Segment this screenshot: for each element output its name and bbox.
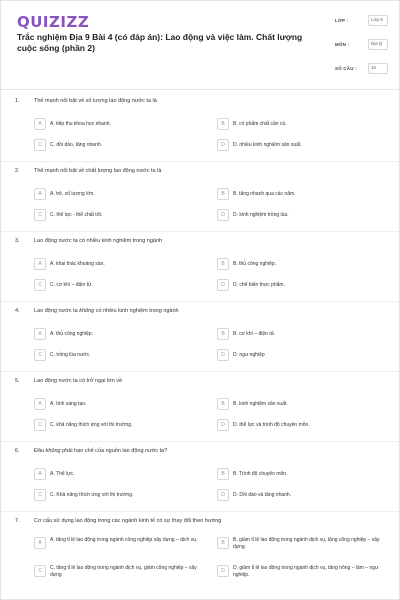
option-letter-box: B — [217, 118, 229, 130]
option-letter-box: D — [217, 565, 229, 577]
meta-label: LỚP : — [335, 18, 349, 23]
option-letter-box: A — [34, 118, 46, 130]
question-text: Thế mạnh nổi bật về số lượng lao động nước ta là — [34, 98, 157, 104]
option-text: B. kinh nghiệm sản xuất. — [233, 400, 288, 407]
question-number: 2. — [15, 168, 20, 174]
option-text: A. tính sáng tạo. — [50, 400, 87, 407]
option-letter-box: C — [34, 565, 46, 577]
question-separator — [1, 301, 400, 302]
option-letter-box: D — [217, 419, 229, 431]
option-letter-box: A — [34, 328, 46, 340]
option-text: B. giảm tỉ lệ lao động trong ngành dịch vụ, tăng công nghiệp – xây dựng. — [233, 537, 380, 550]
option-letter-box: C — [34, 349, 46, 361]
option-text: C. cơ khí – điện tử. — [50, 281, 93, 288]
option-text: A. trẻ, số lượng lớn. — [50, 190, 95, 197]
option-letter-box: D — [217, 209, 229, 221]
option-text: A. Thể lực. — [50, 470, 75, 477]
option-text: C. trồng lúa nước. — [50, 351, 91, 358]
option-letter-box: A — [34, 188, 46, 200]
option-letter-box: A — [34, 468, 46, 480]
worksheet-header — [1, 1, 400, 87]
meta-label: SỐ CÂU : — [335, 66, 357, 71]
option-text: D. chế biến thực phẩm. — [233, 281, 285, 288]
option-letter-box: D — [217, 139, 229, 151]
option-text: D. Dồi dào và tăng nhanh. — [233, 491, 292, 498]
option-text: D. nhiều kinh nghiệm sản xuất. — [233, 141, 302, 148]
option-text: A. khai thác khoáng sản. — [50, 260, 105, 267]
option-text: B. có phẩm chất cần cù. — [233, 120, 287, 127]
option-letter-box: A — [34, 258, 46, 270]
option-text: B. Trình độ chuyên môn. — [233, 470, 288, 477]
question-separator — [1, 231, 400, 232]
question-text: Đâu không phải hạn chế của nguồn lao động nước ta? — [34, 448, 168, 454]
emphasis-text: không — [79, 308, 95, 314]
meta-label: MÔN : — [335, 42, 350, 47]
question-number: 5. — [15, 378, 20, 384]
worksheet-title: Trắc nghiệm Địa 9 Bài 4 (có đáp án): Lao động và việc làm. Chất lượng cuộc sống (phần 2) — [17, 32, 303, 53]
option-text: C. khả năng thích ứng với thị trường. — [50, 421, 133, 428]
option-text: D. giảm tỉ lệ lao động trong ngành dịch vụ, tăng nông – lâm – ngư nghiệp. — [233, 565, 379, 578]
option-text: B. thủ công nghiệp. — [233, 260, 277, 267]
question-number: 6. — [15, 448, 20, 454]
meta-count-field[interactable]: 16 — [368, 63, 388, 74]
option-text: B. tăng nhanh qua các năm. — [233, 190, 296, 197]
option-letter-box: C — [34, 419, 46, 431]
option-letter-box: B — [217, 537, 229, 549]
option-letter-box: B — [217, 258, 229, 270]
option-letter-box: B — [217, 188, 229, 200]
option-letter-box: D — [217, 349, 229, 361]
meta-subject-row — [335, 39, 389, 63]
question-number: 3. — [15, 238, 20, 244]
meta-count-row — [335, 63, 389, 87]
option-text: A. tăng tỉ lệ lao động trong ngành công nghiệp xây dựng – dịch vụ. — [50, 537, 198, 543]
meta-class-row — [335, 15, 389, 39]
question-separator — [1, 371, 400, 372]
meta-subject-field[interactable]: Địa lý — [368, 39, 388, 50]
option-text: C. Khả năng thích ứng với thị trường. — [50, 491, 134, 498]
option-text: A. thủ công nghiệp. — [50, 330, 94, 337]
option-letter-box: C — [34, 279, 46, 291]
question-text: Cơ cấu sử dụng lao động trong các ngành kinh tế có sự thay đổi theo hướng — [34, 518, 222, 524]
question-separator — [1, 161, 400, 162]
option-text: C. tăng tỉ lệ lao động trong ngành dịch vụ, giảm công nghiệp – xây dựng — [50, 565, 197, 578]
question-text: Lao động nước ta không có nhiều kinh nghiệm trong ngành — [34, 308, 179, 314]
question-separator — [1, 441, 400, 442]
meta-class-field[interactable]: Lớp 9 — [368, 15, 388, 26]
question-number: 4. — [15, 308, 20, 314]
option-letter-box: B — [217, 328, 229, 340]
option-letter-box: D — [217, 489, 229, 501]
option-letter-box: B — [217, 398, 229, 410]
option-text: A. tiếp thu khoa học nhanh. — [50, 120, 111, 127]
option-letter-box: D — [217, 279, 229, 291]
option-text: C. dồi dào, tăng nhanh. — [50, 141, 102, 148]
quizizz-logo: QUIZIZZ — [17, 13, 90, 31]
question-text: Lao động nước ta có trở ngại lớn về — [34, 378, 123, 384]
question-separator — [1, 511, 400, 512]
option-text: C. thể lực - thể chất tốt. — [50, 211, 103, 218]
question-number: 7. — [15, 518, 20, 524]
question-number: 1. — [15, 98, 20, 104]
option-letter-box: B — [217, 468, 229, 480]
option-letter-box: C — [34, 489, 46, 501]
option-letter-box: A — [34, 537, 46, 549]
meta-box — [335, 15, 389, 87]
question-text: Thế mạnh nổi bật về chất lượng lao động nước ta là — [34, 168, 162, 174]
emphasis-text: không — [45, 448, 61, 454]
option-text: D. thể lực và trình độ chuyên môn. — [233, 421, 310, 428]
option-text: B. cơ khí – điện tử. — [233, 330, 276, 337]
question-text: Lao động nước ta có nhiều kinh nghiệm trong ngành — [34, 238, 163, 244]
header-divider — [1, 89, 400, 90]
option-text: D. kinh nghiệm trồng lúa. — [233, 211, 289, 218]
option-text: D. ngư nghiệp — [233, 351, 265, 358]
option-letter-box: C — [34, 209, 46, 221]
option-letter-box: A — [34, 398, 46, 410]
option-letter-box: C — [34, 139, 46, 151]
